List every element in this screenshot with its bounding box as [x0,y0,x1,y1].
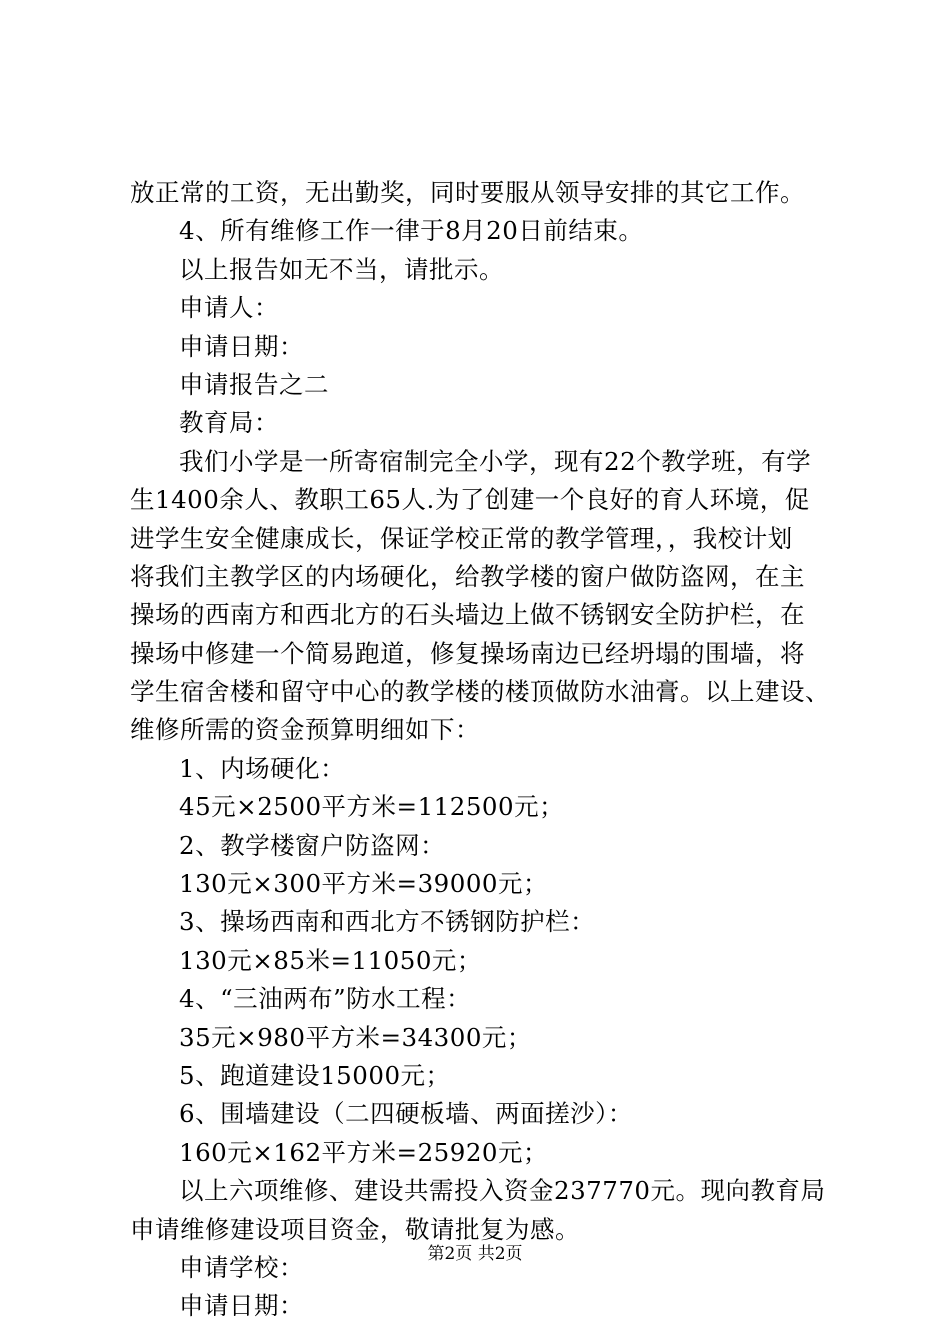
text-line: 操场中修建一个简易跑道，修复操场南边已经坍塌的围墙，将 [130,638,805,668]
budget-item-amount: 45元×2500平方米=112500元； [179,792,565,822]
text-line: 学生宿舍楼和留守中心的教学楼的楼顶做防水油膏。以上建设、 [130,677,830,707]
applicant-label: 申请人： [179,293,279,323]
text-line: 以上六项维修、建设共需投入资金237770元。现向教育局 [179,1176,826,1206]
document-body [130,174,850,1326]
budget-item-title: 1、内场硬化： [179,753,346,783]
application-date-label: 申请日期： [179,331,304,361]
text-line: 进学生安全健康成长，保证学校正常的教学管理，，我校计划 [130,523,793,553]
budget-item-title: 6、围墙建设（二四硬板墙、两面搓沙）： [179,1099,633,1129]
text-line: 申请维修建设项目资金，敬请批复为感。 [130,1214,580,1244]
text-line: 放正常的工资，无出勤奖，同时要服从领导安排的其它工作。 [130,178,805,207]
budget-item-title: 2、教学楼窗户防盗网： [179,830,446,860]
text-line: 4、所有维修工作一律于8月20日前结束。 [179,216,644,246]
budget-item-amount: 130元×300平方米=39000元； [179,869,549,899]
budget-item-amount: 35元×980平方米=34300元； [179,1022,532,1052]
application-date-label: 申请日期： [179,1291,304,1321]
text-line: 生1400余人、教职工65人.为了创建一个良好的育人环境，促 [130,485,810,515]
budget-item-amount: 160元×162平方米=25920元； [179,1137,549,1167]
budget-item-title: 5、跑道建设15000元； [179,1060,451,1090]
text-line: 操场的西南方和西北方的石头墙边上做不锈钢安全防护栏，在 [130,600,805,630]
addressee: 教育局： [179,408,279,438]
budget-item-amount: 130元×85米=11050元； [179,945,482,975]
page-footer: 第2页 共2页 [427,1244,523,1264]
text-line: 将我们主教学区的内场硬化，给教学楼的窗户做防盗网，在主 [130,561,805,591]
text-line: 我们小学是一所寄宿制完全小学，现有22个教学班，有学 [179,446,812,476]
budget-item-title: 3、操场西南和西北方不锈钢防护栏： [179,907,596,937]
section-title: 申请报告之二 [179,369,329,399]
text-line: 维修所需的资金预算明细如下： [130,715,480,745]
text-line: 以上报告如无不当，请批示。 [179,254,504,284]
applicant-school-label: 申请学校： [179,1252,304,1282]
budget-item-title: 4、“三油两布”防水工程： [179,984,472,1014]
